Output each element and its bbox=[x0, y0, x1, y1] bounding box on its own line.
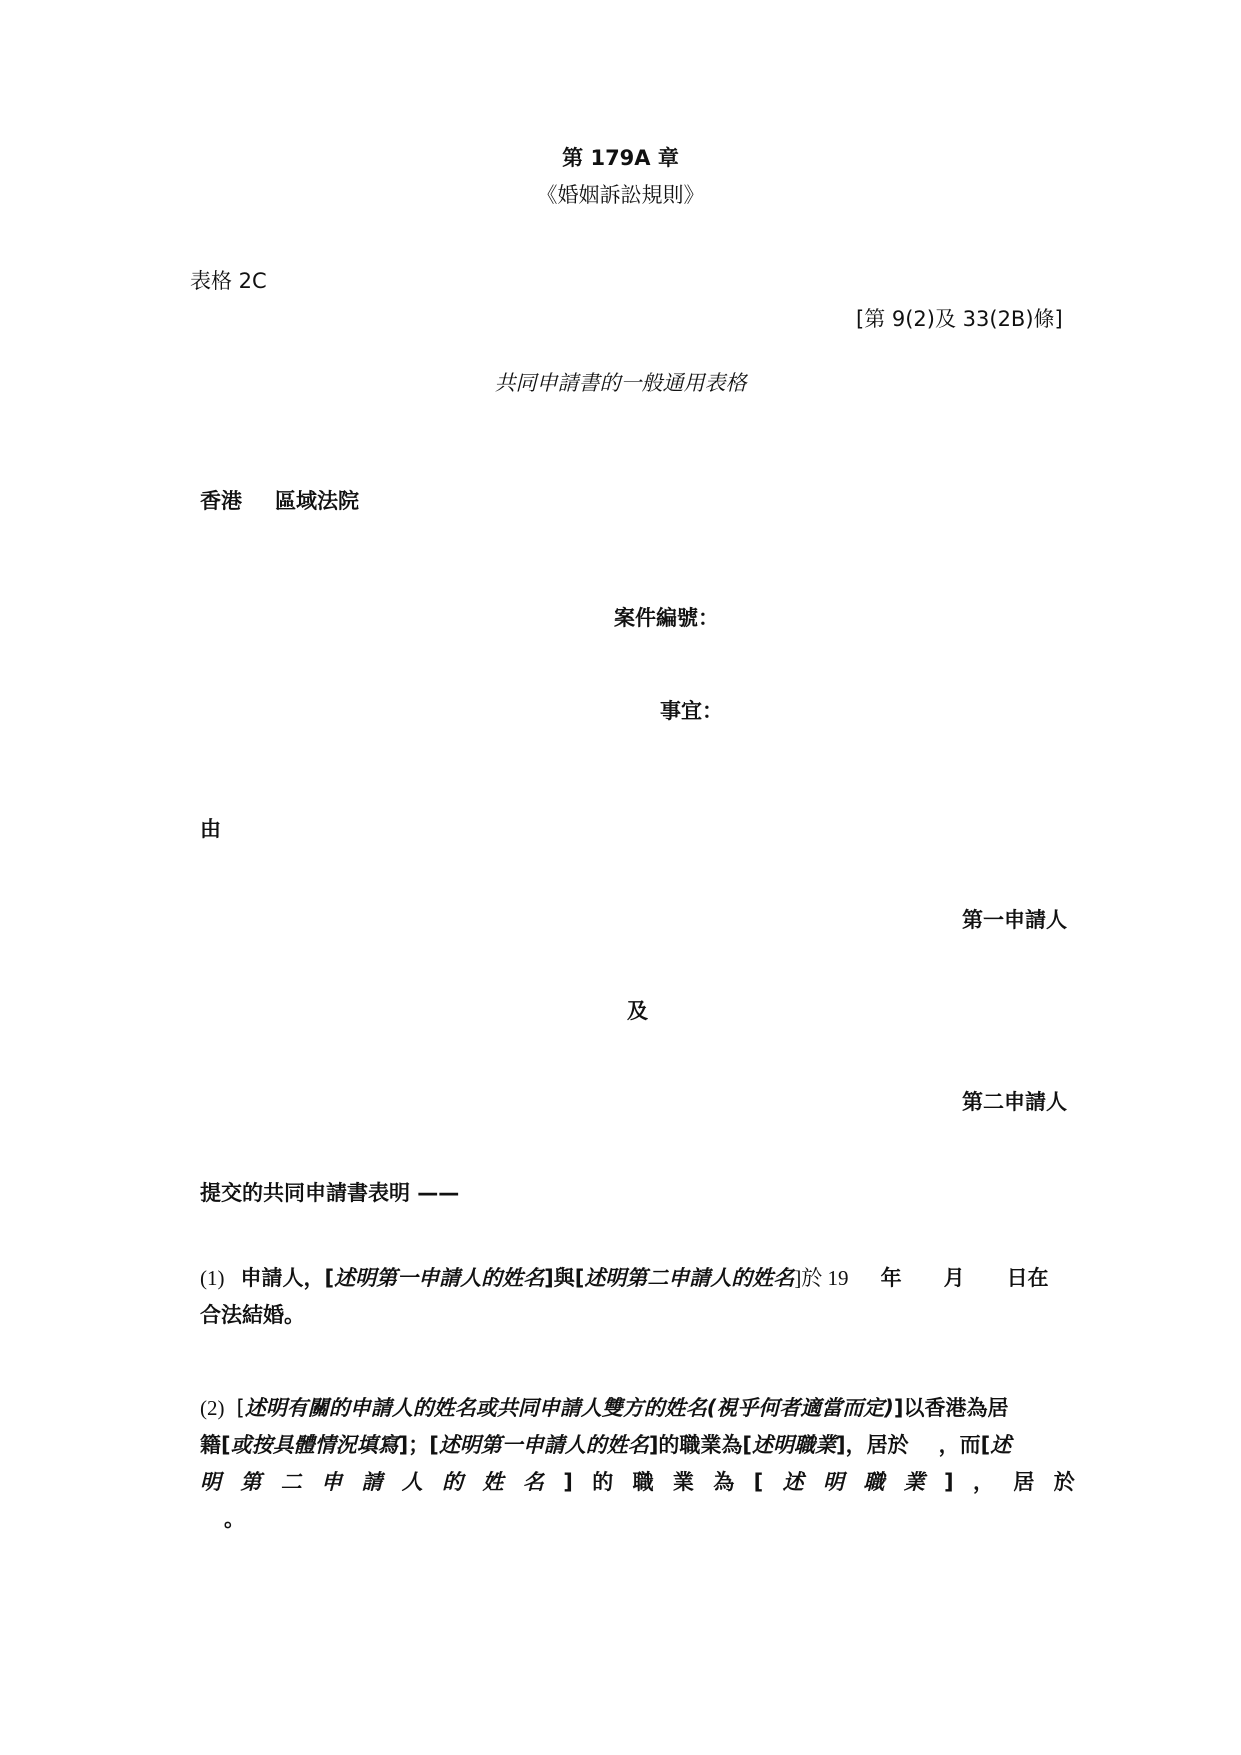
p2-line3-char: 業 bbox=[903, 1470, 925, 1494]
p2-text-5: ]，居於 bbox=[836, 1433, 909, 1457]
statement-intro: 提交的共同申請書表明 —— bbox=[200, 1181, 460, 1205]
p2-text-3: ]；[ bbox=[398, 1433, 439, 1457]
p2-line3-char: 請 bbox=[361, 1470, 383, 1494]
p1-month: 月 bbox=[943, 1266, 965, 1290]
p2-line3-char: 人 bbox=[401, 1470, 423, 1494]
p2-line3-char: ] bbox=[944, 1470, 954, 1494]
p1-text-1: 申請人，[ bbox=[240, 1266, 335, 1290]
paragraph-2-number: (2) bbox=[200, 1396, 225, 1420]
p1-line-2: 合法結婚。 bbox=[200, 1303, 305, 1327]
p2-text-1: ]以香港為居 bbox=[893, 1396, 1009, 1420]
p2-line3-char: 的 bbox=[442, 1470, 464, 1494]
p2-end: 。 bbox=[224, 1507, 245, 1531]
p2-text-6: ，而[ bbox=[938, 1433, 991, 1457]
by-label: 由 bbox=[200, 817, 221, 841]
p2-occupation-placeholder: 述明職業 bbox=[752, 1433, 837, 1457]
p2-line3-char: 業 bbox=[672, 1470, 694, 1494]
paragraph-1 bbox=[200, 1260, 1075, 1334]
matter-label: 事宜： bbox=[660, 699, 723, 723]
rule-reference: [第 9(2)及 33(2B)條] bbox=[856, 307, 1063, 331]
paragraph-2 bbox=[200, 1390, 1075, 1538]
p2-line3-char: 二 bbox=[280, 1470, 302, 1494]
p2-line3-char: 職 bbox=[863, 1470, 885, 1494]
p2-line3-char: 明 bbox=[822, 1470, 844, 1494]
p2-line3-char: ， bbox=[973, 1470, 995, 1494]
p2-line3-char: 於 bbox=[1053, 1470, 1075, 1494]
p2-text-2: 籍[ bbox=[200, 1433, 231, 1457]
court-place: 香港 bbox=[200, 489, 242, 513]
p1-year: 年 bbox=[880, 1266, 902, 1290]
form-number: 表格 2C bbox=[190, 269, 267, 293]
and-label: 及 bbox=[627, 999, 648, 1023]
p2-line-3 bbox=[200, 1464, 1075, 1501]
p2-first-applicant-name-placeholder: 述明第一申請人的姓名 bbox=[438, 1433, 649, 1457]
p2-line3-char: 為 bbox=[713, 1470, 735, 1494]
p2-line3-char: 述 bbox=[782, 1470, 804, 1494]
p2-line3-char: 申 bbox=[321, 1470, 343, 1494]
p2-line3-char: [ bbox=[753, 1470, 764, 1494]
p2-applicant-names-placeholder: 述明有關的申請人的姓名或共同申請人雙方的姓名(視乎何者適當而定) bbox=[244, 1396, 894, 1420]
second-applicant-label: 第二申請人 bbox=[962, 1090, 1067, 1114]
p2-text-7: 述 bbox=[990, 1433, 1012, 1457]
case-number-label: 案件編號： bbox=[614, 606, 719, 630]
p1-first-applicant-name-placeholder: 述明第一申請人的姓名 bbox=[334, 1266, 545, 1290]
p2-line3-char: 第 bbox=[240, 1470, 262, 1494]
p1-text-3: ]於 19 bbox=[794, 1266, 849, 1290]
p2-line3-char: 職 bbox=[632, 1470, 654, 1494]
p2-line3-char: 明 bbox=[200, 1470, 221, 1494]
paragraph-1-number: (1) bbox=[200, 1266, 225, 1290]
p2-open-bracket: [ bbox=[236, 1396, 245, 1420]
first-applicant-label: 第一申請人 bbox=[962, 908, 1067, 932]
p2-text-4: ]的職業為[ bbox=[648, 1433, 753, 1457]
chapter-heading: 第 179A 章 bbox=[562, 146, 679, 170]
p1-text-2: ]與[ bbox=[544, 1266, 585, 1290]
p2-specific-placeholder: 或按具體情況填寫 bbox=[230, 1433, 399, 1457]
p2-line3-char: 的 bbox=[592, 1470, 614, 1494]
p1-day: 日在 bbox=[1006, 1266, 1049, 1290]
form-title: 共同申請書的一般通用表格 bbox=[494, 371, 747, 395]
p2-line3-char: 居 bbox=[1013, 1470, 1035, 1494]
p2-line3-char: 名 bbox=[522, 1470, 544, 1494]
p1-second-applicant-name-placeholder: 述明第二申請人的姓名 bbox=[584, 1266, 795, 1290]
p2-line3-char: ] bbox=[563, 1470, 573, 1494]
court-name: 區域法院 bbox=[275, 489, 359, 513]
p2-line3-char: 姓 bbox=[482, 1470, 504, 1494]
ordinance-title: 《婚姻訴訟規則》 bbox=[536, 183, 705, 207]
